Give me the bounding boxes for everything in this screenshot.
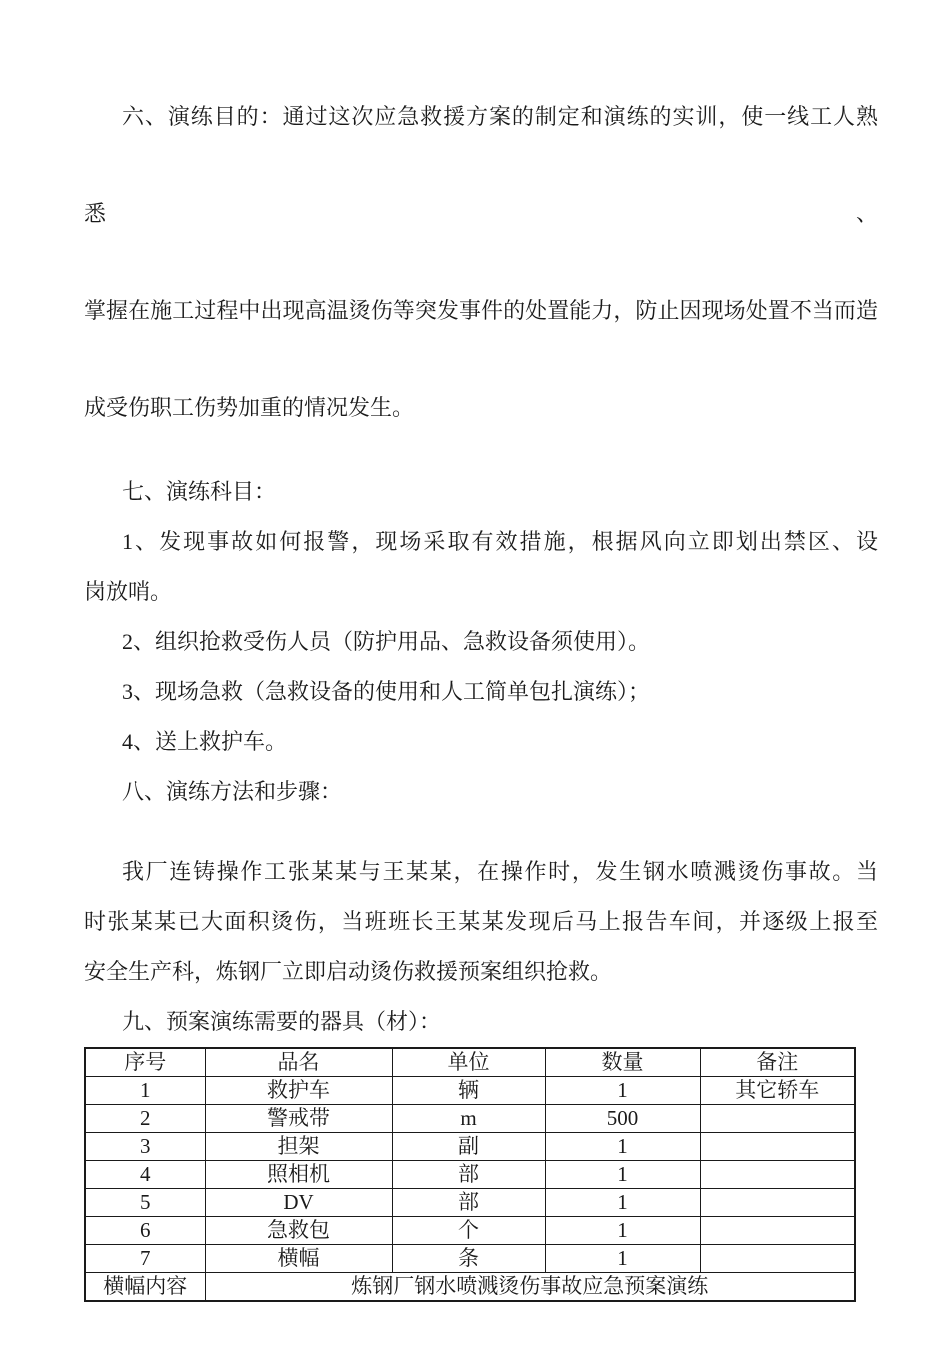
equipment-row-3 [85,1133,855,1161]
cell-unit: 个 [392,1217,545,1245]
drill-subject-item-3: 3、现场急救（急救设备的使用和人工简单包扎演练）； [122,679,651,704]
section-drill-purpose [84,68,878,456]
cell-name: 担架 [205,1133,392,1161]
header-cell-remark: 备注 [700,1048,855,1077]
equipment-row-7 [85,1245,855,1273]
drill-subject-item-1 [84,517,878,617]
cell-serial: 2 [85,1105,205,1133]
cell-quantity: 1 [545,1077,700,1105]
cell-serial: 4 [85,1161,205,1189]
header-cell-serial: 序号 [85,1048,205,1077]
header-cell-unit: 单位 [392,1048,545,1077]
cell-unit: m [392,1105,545,1133]
drill-method-line-2: 时张某某已大面积烫伤，当班班长王某某发现后马上报告车间，并逐级上报至 [84,909,878,934]
cell-serial: 7 [85,1245,205,1273]
header-cell-quantity: 数量 [545,1048,700,1077]
cell-unit: 辆 [392,1077,545,1105]
drill-subjects-heading: 七、演练科目： [122,479,277,504]
drill-subject-item-2: 2、组织抢救受伤人员（防护用品、急救设备须使用）。 [122,629,651,654]
cell-serial: 1 [85,1077,205,1105]
cell-remark [700,1245,855,1273]
drill-method-line-3: 安全生产科，炼钢厂立即启动烫伤救援预案组织抢救。 [84,959,613,984]
drill-purpose-line-1: 六、演练目的：通过这次应急救援方案的制定和演练的实训，使一线工人熟悉、 [84,104,878,226]
cell-quantity: 500 [545,1105,700,1133]
cell-quantity: 1 [545,1245,700,1273]
cell-remark [700,1105,855,1133]
drill-subject-item-4: 4、送上救护车。 [122,729,288,754]
equipment-row-4 [85,1161,855,1189]
cell-unit: 条 [392,1245,545,1273]
header-cell-name: 品名 [205,1048,392,1077]
section-drill-method [84,847,878,997]
drill-method-line-1: 我厂连铸操作工张某某与王某某，在操作时，发生钢水喷溅烫伤事故。当 [122,859,878,884]
drill-method-heading: 八、演练方法和步骤： [122,779,343,804]
cell-serial: 3 [85,1133,205,1161]
cell-unit: 部 [392,1161,545,1189]
equipment-row-1 [85,1077,855,1105]
cell-name: 警戒带 [205,1105,392,1133]
equipment-heading: 九、预案演练需要的器具（材）： [122,1009,442,1034]
equipment-row-6 [85,1217,855,1245]
cell-remark [700,1189,855,1217]
cell-name: 横幅 [205,1245,392,1273]
drill-purpose-line-3: 成受伤职工伤势加重的情况发生。 [84,395,415,420]
cell-name: 急救包 [205,1217,392,1245]
cell-name: DV [205,1189,392,1217]
cell-quantity: 1 [545,1189,700,1217]
cell-quantity: 1 [545,1133,700,1161]
cell-unit: 副 [392,1133,545,1161]
cell-remark [700,1133,855,1161]
cell-remark: 其它轿车 [700,1077,855,1105]
banner-content-cell: 炼钢厂钢水喷溅烫伤事故应急预案演练 [205,1273,855,1302]
cell-serial: 5 [85,1189,205,1217]
cell-quantity: 1 [545,1161,700,1189]
cell-name: 救护车 [205,1077,392,1105]
equipment-row-5 [85,1189,855,1217]
equipment-row-2 [85,1105,855,1133]
cell-remark [700,1217,855,1245]
drill-subject-item-1-line-1: 1、发现事故如何报警，现场采取有效措施，根据风向立即划出禁区、设 [122,529,878,554]
drill-subject-item-1-line-2: 岗放哨。 [84,579,173,604]
cell-serial: 6 [85,1217,205,1245]
equipment-table [84,1047,856,1302]
table-header-row [85,1048,855,1077]
banner-label-cell: 横幅内容 [85,1273,205,1302]
cell-remark [700,1161,855,1189]
cell-name: 照相机 [205,1161,392,1189]
drill-purpose-line-2: 掌握在施工过程中出现高温烫伤等突发事件的处置能力，防止因现场处置不当而造 [84,298,878,323]
cell-quantity: 1 [545,1217,700,1245]
cell-unit: 部 [392,1189,545,1217]
banner-row [85,1273,855,1302]
